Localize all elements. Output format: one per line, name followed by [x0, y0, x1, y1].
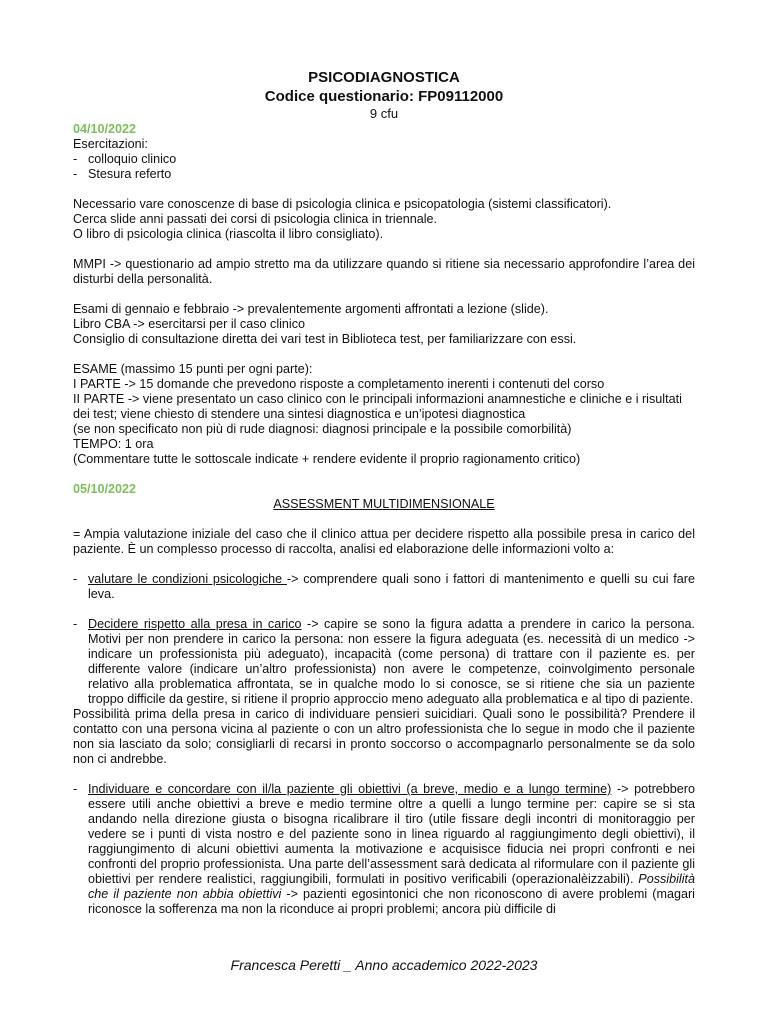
date-heading: 05/10/2022: [73, 482, 137, 496]
underlined-text: Decidere rispetto alla presa in carico: [88, 617, 302, 631]
document-body: [73, 122, 695, 917]
dash-bullet: -: [73, 152, 78, 166]
section-title: ASSESSMENT MULTIDIMENSIONALE: [273, 497, 495, 511]
paragraph: Libro CBA -> esercitarsi per il caso clinico: [73, 317, 306, 331]
document-header: [0, 68, 768, 121]
paragraph: Consiglio di consultazione diretta dei vari test in Biblioteca test, per familiarizzare con essi.: [73, 332, 577, 346]
dash-bullet: -: [73, 617, 78, 631]
list-item: [73, 782, 695, 917]
paragraph: (se non specificato non più di rude diagnosi: diagnosi principale e la possibile comorbilità): [73, 422, 572, 436]
date-heading: 04/10/2022: [73, 122, 137, 136]
paragraph: TEMPO: 1 ora: [73, 437, 154, 451]
exam-heading: ESAME (massimo 15 punti per ogni parte):: [73, 362, 313, 376]
list-item-text: -> potrebbero essere utili anche obiettivi a breve e medio termine oltre a quelli a lungo termine per: capire se si sta andando nella direzione giusta o bisogna ricalibrare il tiro (utile fissare degli incontri di monitoraggio per vedere se i punti di vista nostro e del paziente sono in linea riguardo al raggiungimento degli obiettivi), il raggiungimento di alcuni obiettivi aumenta la motivazione e acquisisce fiducia nei propri confronti e nei confronti del proprio professionista. Una parte dell’assessment sarà dedicata al riformulare con il paziente gli obiettivi per rendere realistici, raggiungibili, formulati in positivo verificabili (operazionalèizzabili).: [88, 782, 695, 886]
credits: 9 cfu: [369, 106, 399, 121]
list-item: [73, 167, 695, 182]
paragraph: O libro di psicologia clinica (riascolta il libro consigliato).: [73, 227, 384, 241]
list-item-text: -> pazienti egosintonici che non riconoscono di avere problemi (magari riconosce la sofferenza ma non la riconduce ai propri problemi; ancora più difficile di: [88, 887, 695, 916]
list-item-text: colloquio clinico: [88, 152, 177, 166]
paragraph: Possibilità prima della presa in carico di individuare pensieri suicidiari. Quali sono le possibilità? Prendere il contatto con una persona vicina al paziente o con un altro professionista che lo segue in modo che il paziente non sia lasciato da solo; consigliarli di recarsi in pronto soccorso o accompagnarlo personalmente se da solo non ci andrebbe.: [73, 707, 695, 766]
dash-bullet: -: [73, 572, 78, 586]
list-item-text: -> comprendere quali sono i fattori di mantenimento e quelli su cui fare leva.: [88, 572, 695, 601]
list-item: [73, 617, 695, 707]
underlined-text: valutare le condizioni psicologiche: [88, 572, 287, 586]
italic-text: Possibilità che il paziente non abbia obiettivi: [88, 872, 695, 901]
paragraph: MMPI -> questionario ad ampio stretto ma da utilizzare quando si ritiene sia necessario approfondire l’area dei disturbi della personalità.: [73, 257, 695, 286]
paragraph: Necessario vare conoscenze di base di psicologia clinica e psicopatologia (sistemi classificatori).: [73, 197, 612, 211]
dash-bullet: -: [73, 167, 78, 181]
paragraph: Cerca slide anni passati dei corsi di psicologia clinica in triennale.: [73, 212, 438, 226]
dash-bullet: -: [73, 782, 78, 796]
questionnaire-code: Codice questionario: FP09112000: [264, 88, 504, 105]
page-title: PSICODIAGNOSTICA: [308, 69, 460, 86]
underlined-text: Individuare e concordare con il/la paziente gli obiettivi (a breve, medio e a lungo termine): [88, 782, 612, 796]
list-item: [73, 572, 695, 602]
paragraph: (Commentare tutte le sottoscale indicate + rendere evidente il proprio ragionamento critico): [73, 452, 581, 466]
exercises-label: Esercitazioni:: [73, 137, 148, 151]
paragraph: = Ampia valutazione iniziale del caso che il clinico attua per decidere rispetto alla possibile presa in carico del paziente. È un complesso processo di raccolta, analisi ed elaborazione delle informazioni volto a:: [73, 527, 695, 556]
list-item: [73, 152, 695, 167]
paragraph: Esami di gennaio e febbraio -> prevalentemente argomenti affrontati a lezione (slide).: [73, 302, 549, 316]
paragraph: I PARTE -> 15 domande che prevedono risposte a completamento inerenti i contenuti del corso: [73, 377, 605, 391]
list-item-text: Stesura referto: [88, 167, 172, 181]
paragraph: II PARTE -> viene presentato un caso clinico con le principali informazioni anamnestiche e cliniche e i risultati dei test; viene chiesto di stendere una sintesi diagnostica e un’ipotesi diagnostica: [73, 392, 682, 421]
page-footer: Francesca Peretti _ Anno accademico 2022-2023: [230, 957, 538, 973]
list-item-text: -> capire se sono la figura adatta a prendere in carico la persona. Motivi per non prendere in carico la persona: non essere la figura adeguata (es. necessità di un medico -> indicare un professionista più adeguato), incapacità (come persona) di trattare con il paziente es. per differente valore (indicare un’altro professionista) non avere le competenze, coinvolgimento personale relativo alla problematica affrontata, se in qualche modo lo si conosce, se si ritiene che sia un paziente troppo difficile da gestire, si ritiene il proprio approccio meno adeguato alla problematica e al tipo di paziente.: [88, 617, 695, 706]
